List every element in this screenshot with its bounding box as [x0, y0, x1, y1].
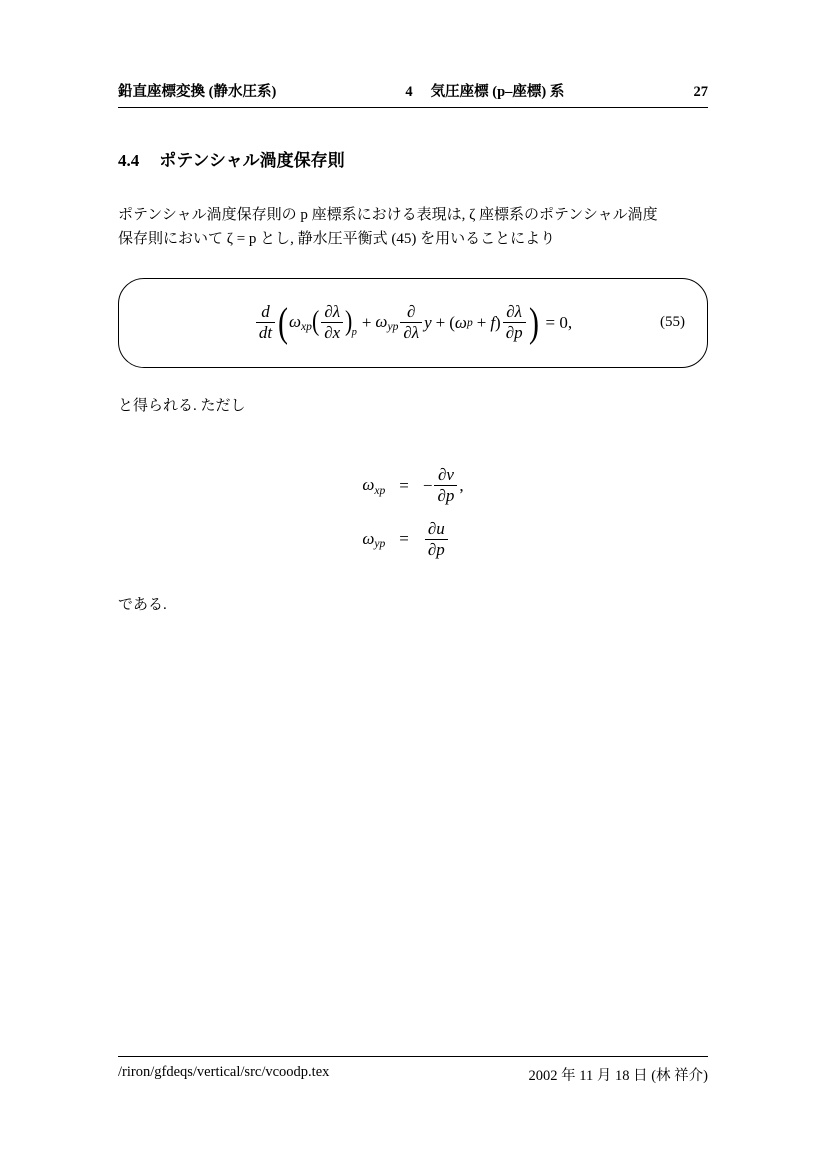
frac-partial-numerator: ∂ — [407, 301, 416, 321]
omega-xp — [289, 312, 312, 334]
plus-operator-3: + — [476, 312, 487, 332]
def-1-expression — [423, 466, 464, 506]
section-title: ポテンシャル渦度保存則 — [159, 151, 345, 170]
frac-d-dt — [256, 303, 275, 343]
equation-number-55: (55) — [660, 314, 685, 331]
frac-dlambda2-numerator: ∂λ — [506, 301, 523, 321]
header-rule — [118, 107, 708, 108]
def-row-2-lhs — [362, 529, 385, 551]
running-head — [118, 80, 708, 108]
frac-dlambda-dx — [321, 303, 343, 343]
equals-zero: = 0, — [545, 312, 573, 332]
variable-y: y — [424, 312, 432, 332]
close-paren-large: ) — [528, 299, 539, 346]
def-row-1-relation: = — [399, 475, 409, 495]
omega-yp-subscript: yp — [387, 320, 399, 334]
intro-line-2: 保存則において ζ = p とし, 静水圧平衡式 (45) を用いることにより — [118, 231, 556, 248]
frac-dlambda-denominator: ∂λ — [400, 322, 422, 342]
def-1-denominator: ∂p — [434, 485, 457, 505]
frac-partial-dlambda — [400, 303, 422, 343]
paren-subscript-p: p — [351, 327, 357, 339]
omega-p-symbol: ω — [454, 312, 467, 332]
definition-equations — [118, 466, 708, 559]
section-number: 4.4 — [118, 151, 140, 170]
def-row-2-relation: = — [399, 529, 409, 549]
omega-xp-symbol: ω — [289, 311, 302, 331]
footer-row — [118, 1064, 708, 1085]
footer-rule — [118, 1056, 708, 1057]
omega-xp-subscript: xp — [301, 320, 312, 334]
def-1-numerator: ∂v — [437, 464, 454, 484]
omega-p-subscript: p — [466, 316, 473, 330]
running-head-left: 鉛直座標変換 (静水圧系) — [118, 84, 277, 100]
coriolis-f: f — [490, 312, 496, 332]
open-paren-small: ( — [449, 312, 455, 332]
def-1-sign: − — [422, 475, 433, 495]
def-1-subscript: xp — [374, 483, 386, 497]
running-head-chapter — [276, 80, 693, 101]
page-footer — [118, 1056, 708, 1085]
intro-line-1: ポテンシャル渦度保存則の p 座標系における表現は, ζ 座標系のポテンシャル渦度 — [118, 207, 658, 223]
def-1-symbol: ω — [362, 474, 375, 494]
plus-operator-2: + — [435, 312, 446, 332]
def-2-numerator: ∂u — [427, 518, 445, 538]
def-2-subscript: yp — [374, 537, 386, 551]
closing-paragraph: である. — [118, 597, 167, 614]
section-heading — [118, 146, 708, 171]
def-row-2-rhs — [423, 520, 464, 560]
frac-dp-denominator: ∂p — [503, 322, 526, 342]
plus-operator-1: + — [361, 312, 372, 332]
running-head-row — [118, 80, 708, 107]
footer-date-author: 2002 年 11 月 18 日 (林 祥介) — [528, 1068, 708, 1084]
equation-55-body — [254, 299, 573, 346]
frac-d-denominator: dt — [256, 322, 275, 342]
def-2-symbol: ω — [362, 528, 375, 548]
omega-yp-symbol: ω — [375, 311, 388, 331]
def-row-1-lhs — [362, 475, 385, 497]
def-2-fraction — [425, 520, 448, 560]
frac-d-numerator: d — [261, 301, 270, 321]
frac-dx-denominator: ∂x — [321, 322, 343, 342]
intro-paragraph — [118, 203, 708, 252]
running-head-chapter-number: 4 — [405, 84, 413, 100]
frac-dlambda-dp — [503, 303, 526, 343]
close-paren-small: ) — [495, 312, 501, 332]
page-content — [118, 80, 708, 618]
open-paren-large: ( — [278, 299, 289, 346]
def-2-denominator: ∂p — [425, 539, 448, 559]
footer-source-path: /riron/gfdeqs/vertical/src/vcoodp.tex — [118, 1064, 330, 1080]
omega-yp — [375, 312, 398, 334]
after-equation-paragraph: と得られる. ただし — [118, 397, 246, 414]
boxed-equation-55 — [118, 278, 708, 368]
open-paren-medium: ( — [311, 306, 320, 338]
definition-equations-grid — [362, 466, 463, 559]
close-paren-medium: ) — [345, 306, 353, 338]
def-1-comma: , — [459, 475, 464, 495]
boxed-equation-inner — [119, 299, 707, 346]
running-head-chapter-title: 気圧座標 (p–座標) 系 — [430, 84, 565, 100]
def-2-expression — [423, 520, 450, 560]
frac-dlambda-numerator: ∂λ — [324, 301, 341, 321]
def-row-1-rhs — [423, 466, 464, 506]
running-head-page-number: 27 — [693, 84, 708, 100]
def-1-fraction — [434, 466, 457, 506]
